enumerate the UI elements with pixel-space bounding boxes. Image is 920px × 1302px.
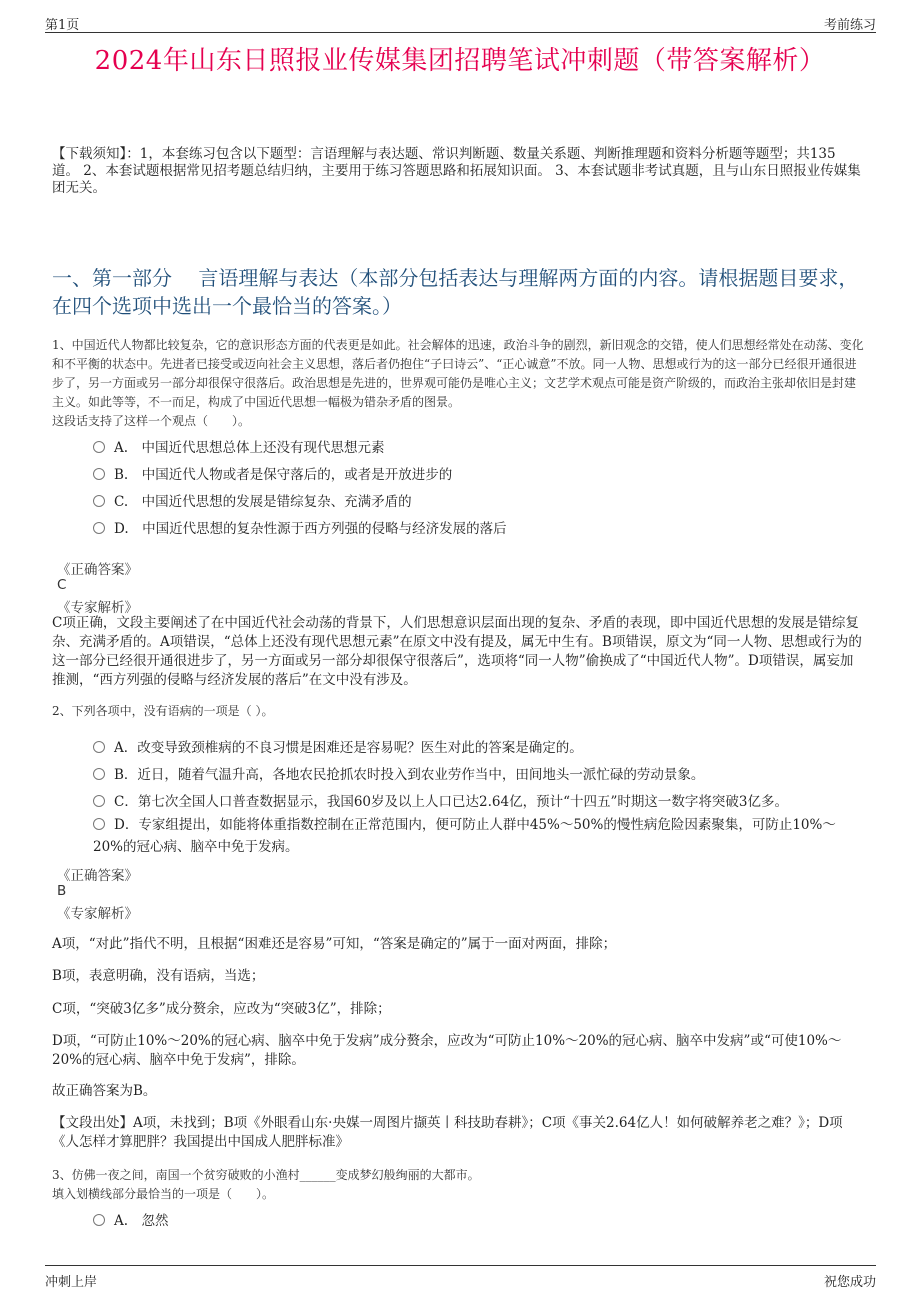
q1-option-c[interactable] xyxy=(93,490,412,510)
q2-analysis-line: 故正确答案为B。 xyxy=(52,1083,157,1099)
question-1-stem: 1、中国近代人物都比较复杂，它的意识形态方面的代表更是如此。社会解体的迅速，政治斗争的剧烈，新旧观念的交错，使人们思想经常处在动荡、变化和不平衡的状态中。先进者已接受或迈向社会主义思想，落后者仍抱住“子曰诗云”、“正心诚意”不放。同一人物、思想或行为的这一部分已经很开通很进步了，另一方面或另一部分却很保守很落后。政治思想是先进的，世界观可能仍是唯心主义；文艺学术观点可能是资产阶级的，而政治主张却依旧是封建主义。如此等等，不一而足，构成了中国近代思想一幅极为错杂矛盾的图景。 xyxy=(52,338,864,409)
q2-source: 【文段出处】A项，未找到；B项《外眼看山东·央媒一周图片撷英丨科技助春耕》；C项《事关2.64亿人！如何破解养老之难？》；D项《人怎样才算肥胖？我国提出中国成人肥胖标准》 xyxy=(52,1115,843,1150)
question-2-stem: 2、下列各项中，没有语病的一项是（ ）。 xyxy=(52,704,274,718)
q3-option-a[interactable] xyxy=(93,1209,169,1229)
radio-icon[interactable] xyxy=(93,468,105,480)
option-label: B．近日，随着气温升高，各地农民抢抓农时投入到农业劳作当中，田间地头一派忙碌的劳动景象。 xyxy=(114,767,705,783)
option-label: A. 忽然 xyxy=(114,1213,169,1229)
footer-left: 冲刺上岸 xyxy=(45,1275,98,1290)
header-divider xyxy=(45,32,876,33)
q1-option-b[interactable] xyxy=(93,463,452,483)
q2-analysis-label: 《专家解析》 xyxy=(57,906,138,922)
option-label: C. 中国近代思想的发展是错综复杂、充满矛盾的 xyxy=(114,494,412,510)
q2-answer: B xyxy=(57,883,67,899)
radio-icon[interactable] xyxy=(93,495,105,507)
radio-icon[interactable] xyxy=(93,741,105,753)
footer-right: 祝您成功 xyxy=(823,1275,876,1290)
q1-answer: C xyxy=(57,577,67,593)
page-header xyxy=(0,0,920,33)
section-heading: 一、第一部分 言语理解与表达（本部分包括表达与理解两方面的内容。请根据题目要求，在四个选项中选出一个最恰当的答案。） xyxy=(52,266,859,318)
option-label: B. 中国近代人物或者是保守落后的，或者是开放进步的 xyxy=(114,467,453,483)
header-label: 考前练习 xyxy=(823,18,876,33)
question-3-ask: 填入划横线部分最恰当的一项是（ ）。 xyxy=(52,1187,275,1201)
q1-answer-label: 《正确答案》 xyxy=(57,562,138,578)
radio-icon[interactable] xyxy=(93,768,105,780)
option-label: D. 中国近代思想的复杂性源于西方列强的侵略与经济发展的落后 xyxy=(114,521,507,537)
q2-analysis-line: D项，“可防止10%～20%的冠心病、脑卒中免于发病”成分赘余，应改为“可防止10%～20%的冠心病、脑卒中发病”或“可使10%～20%的冠心病、脑卒中免于发病”，排除。 xyxy=(52,1033,842,1068)
q2-analysis-line: A项，“对此”指代不明，且根据“困难还是容易”可知，“答案是确定的”属于一面对两面，排除； xyxy=(52,936,617,952)
radio-icon[interactable] xyxy=(93,441,105,453)
option-label: A. 中国近代思想总体上还没有现代思想元素 xyxy=(114,440,385,456)
page-number: 第1页 xyxy=(45,18,80,33)
option-label: A．改变导致颈椎病的不良习惯是困难还是容易呢？医生对此的答案是确定的。 xyxy=(114,740,583,756)
radio-icon[interactable] xyxy=(93,795,105,807)
radio-icon[interactable] xyxy=(93,1214,105,1226)
q1-option-d[interactable] xyxy=(93,517,507,537)
q2-option-c[interactable] xyxy=(93,790,788,810)
q1-option-a[interactable] xyxy=(93,436,385,456)
q2-option-a[interactable] xyxy=(93,736,583,756)
q2-option-d[interactable] xyxy=(93,814,863,858)
question-1-ask: 这段话支持了这样一个观点（ ）。 xyxy=(52,414,251,428)
q2-answer-label: 《正确答案》 xyxy=(57,868,138,884)
download-notice: 【下载须知】：1，本套练习包含以下题型：言语理解与表达题、常识判断题、数量关系题、判断推理题和资料分析题等题型；共135道。 2、本套试题根据常见招考题总结归纳，主要用于练习答题思路和拓展知识面。 3、本套试题非考试真题，且与山东日照报业传媒集团无关。 xyxy=(52,146,861,196)
q1-analysis-label: 《专家解析》 xyxy=(57,600,138,616)
option-label: C．第七次全国人口普查数据显示，我国60岁及以上人口已达2.64亿，预计“十四五”时期这一数字将突破3亿多。 xyxy=(114,794,788,810)
q2-analysis-line: B项，表意明确，没有语病，当选； xyxy=(52,968,265,984)
question-3-stem: 3、仿佛一夜之间，南国一个贫穷破败的小渔村______变成梦幻般绚丽的大都市。 xyxy=(52,1168,480,1182)
footer-divider xyxy=(45,1265,876,1266)
q2-option-b[interactable] xyxy=(93,763,704,783)
q2-analysis-line: C项，“突破3亿多”成分赘余，应改为“突破3亿”，排除； xyxy=(52,1001,391,1017)
radio-icon[interactable] xyxy=(93,818,105,830)
radio-icon[interactable] xyxy=(93,522,105,534)
q1-analysis: C项正确，文段主要阐述了在中国近代社会动荡的背景下，人们思想意识层面出现的复杂、矛盾的表现，即中国近代思想的发展是错综复杂、充满矛盾的。A项错误，“总体上还没有现代思想元素”在原文中没有提及，属无中生有。B项错误，原文为“同一人物、思想或行为的这一部分已经很开通很进步了，另一方面或另一部分却很保守很落后”，选项将“同一人物”偷换成了“中国近代人物”。D项错误，属妄加推测，“西方列强的侵略与经济发展的落后”在文中没有涉及。 xyxy=(52,615,862,688)
option-label: D．专家组提出，如能将体重指数控制在正常范围内，便可防止人群中45%～50%的慢性病危险因素聚集，可防止10%～20%的冠心病、脑卒中免于发病。 xyxy=(93,817,836,855)
page-title: 2024年山东日照报业传媒集团招聘笔试冲刺题（带答案解析） xyxy=(94,46,826,76)
